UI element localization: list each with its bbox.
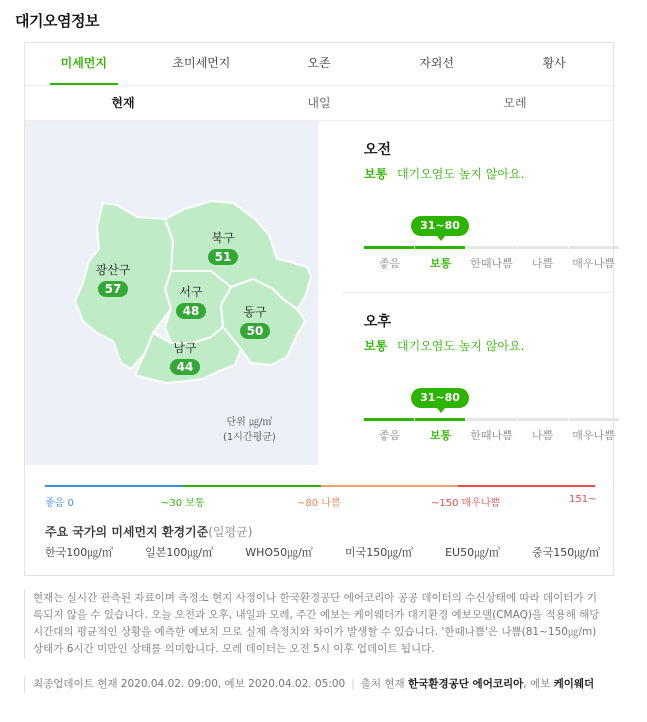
- scale-bars: [364, 246, 620, 249]
- district-name: 동구: [243, 305, 267, 319]
- tab-yellow-dust[interactable]: 황사: [542, 56, 566, 70]
- scale-bar: [518, 246, 568, 249]
- forecast-afternoon: [341, 293, 613, 465]
- forecast-period: 오후: [364, 314, 392, 330]
- scale-bar: [415, 418, 465, 421]
- forecast-status: [364, 337, 524, 354]
- district-value-badge: 51: [208, 249, 238, 265]
- footer-separator: |: [351, 678, 355, 690]
- standard-japan: 일본100㎍/㎥: [145, 546, 214, 559]
- pollutant-tabs: [25, 43, 613, 85]
- district-value-badge: 44: [170, 359, 200, 375]
- legend-bars: [45, 485, 595, 487]
- scale-bars: [364, 418, 620, 421]
- district-dong[interactable]: [225, 303, 285, 339]
- district-buk[interactable]: [193, 229, 253, 265]
- unit-average-label: (1시간평균): [223, 432, 276, 443]
- legend-label-very-bad: ~150 매우나쁨: [431, 498, 501, 509]
- scale-bar: [364, 418, 414, 421]
- scale-bar: [466, 246, 516, 249]
- legend-label-normal: ~30 보통: [161, 498, 205, 509]
- scale-bar: [569, 246, 619, 249]
- standard-korea: 한국100㎍/㎥: [45, 546, 113, 559]
- forecast-morning: [341, 121, 613, 293]
- scale-label-briefly-bad: 한때나쁨: [470, 257, 513, 270]
- district-value-badge: 50: [240, 323, 270, 339]
- scale-labels: [364, 255, 620, 271]
- scale-bar: [466, 418, 516, 421]
- source-mid: , 예보: [523, 678, 551, 690]
- standard-usa: 미국150㎍/㎥: [344, 546, 413, 559]
- tab-now[interactable]: 현재: [111, 96, 135, 110]
- forecast-description: 대기오염도 높지 않아요.: [397, 167, 525, 181]
- scale-label-very-bad: 매우나쁨: [572, 257, 615, 270]
- tab-fine-dust[interactable]: 미세먼지: [25, 43, 143, 85]
- standards-subtitle: (일평균): [208, 525, 253, 539]
- grade-legend: [45, 485, 595, 510]
- standard-who: WHO50㎍/㎥: [245, 546, 313, 559]
- district-map: [25, 121, 318, 465]
- forecast-description: 대기오염도 높지 않아요.: [397, 339, 525, 353]
- source-kweather-link[interactable]: 케이웨더: [553, 678, 595, 690]
- district-nam[interactable]: [155, 339, 215, 375]
- scale-bar: [518, 418, 568, 421]
- scale-label-normal: 보통: [429, 429, 452, 442]
- scale-bar: [364, 246, 414, 249]
- district-name: 남구: [173, 341, 197, 355]
- tab-day-after[interactable]: 모레: [503, 96, 527, 110]
- district-seo[interactable]: [161, 283, 221, 319]
- scale-label-briefly-bad: 한때나쁨: [470, 429, 513, 442]
- standards-list: [45, 544, 600, 560]
- update-time: 최종업데이트 현재 2020.04.02. 09:00, 예보 2020.04.02. 05:00: [33, 678, 346, 690]
- unit-label: 단위 ㎍/㎥: [226, 417, 273, 428]
- source-prefix: 출처 현재: [360, 678, 405, 690]
- data-notice: 현재는 실시간 관측된 자료이며 측정소 현지 사정이나 한국환경공단 에어코리아 공공 데이터의 수신상태에 따라 데이터가 기록되지 않을 수 있습니다. 오늘 오전과 오후, 내일과 모레, 주간 예보는 케이웨더가 대기환경 예보모델(CMAQ)을 적용해 해당 시간대의 평균적인 상황을 예측한 예보치 므로 실제 측정치와 차이가 발생할 수 있습니다. '한때나쁨'은 나쁨(81~150㎍/m)상태가 6시간 미만인 상태를 의미합니다. 모레 데이터는 오전 5시 이후 업데이트 됩니다.: [24, 590, 600, 658]
- district-value-badge: 57: [98, 281, 128, 297]
- tab-uv[interactable]: 자외선: [419, 56, 454, 70]
- tab-ozone[interactable]: 오존: [307, 56, 331, 70]
- tab-tomorrow[interactable]: 내일: [307, 96, 331, 110]
- district-name: 서구: [179, 285, 203, 299]
- scale-bar: [415, 246, 465, 249]
- scale-label-very-bad: 매우나쁨: [572, 429, 615, 442]
- legend-bar-very-bad: [458, 485, 595, 487]
- legend-bar-bad: [321, 485, 458, 487]
- unit-note: [223, 415, 276, 445]
- scale-label-good: 좋음: [378, 257, 401, 270]
- page-title: 대기오염정보: [15, 12, 99, 30]
- district-value-badge: 48: [176, 303, 206, 319]
- range-bubble: 31~80: [411, 388, 469, 408]
- air-quality-card: [24, 42, 614, 576]
- forecast-grade: 보통: [364, 339, 388, 353]
- legend-bar-normal: [183, 485, 321, 487]
- forecast-status: [364, 165, 524, 182]
- district-gwangsan[interactable]: [83, 261, 143, 297]
- scale-labels: [364, 427, 620, 443]
- update-footer: [24, 676, 600, 693]
- district-name: 광산구: [95, 263, 131, 277]
- standards-title: [45, 523, 252, 540]
- legend-label-max: 151~: [569, 494, 597, 505]
- day-tabs: [25, 85, 613, 121]
- standard-eu: EU50㎍/㎥: [445, 546, 500, 559]
- legend-label-good: 좋음 0: [45, 498, 74, 509]
- scale-label-bad: 나쁨: [531, 257, 554, 270]
- scale-label-bad: 나쁨: [531, 429, 554, 442]
- scale-label-normal: 보통: [429, 257, 452, 270]
- range-bubble: 31~80: [411, 216, 469, 236]
- tab-ultrafine-dust[interactable]: 초미세먼지: [172, 56, 231, 70]
- legend-bar-good: [45, 485, 183, 487]
- forecast-period: 오전: [364, 142, 392, 158]
- district-name: 북구: [211, 231, 235, 245]
- legend-label-bad: ~80 나쁨: [297, 498, 341, 509]
- forecast-grade: 보통: [364, 167, 388, 181]
- standard-china: 중국150㎍/㎥: [532, 546, 600, 559]
- standards-title-text: 주요 국가의 미세먼지 환경기준: [45, 525, 209, 539]
- legend-labels: [45, 494, 595, 510]
- scale-bar: [569, 418, 619, 421]
- scale-label-good: 좋음: [378, 429, 401, 442]
- source-airkorea-link[interactable]: 한국환경공단 에어코리아: [408, 678, 524, 690]
